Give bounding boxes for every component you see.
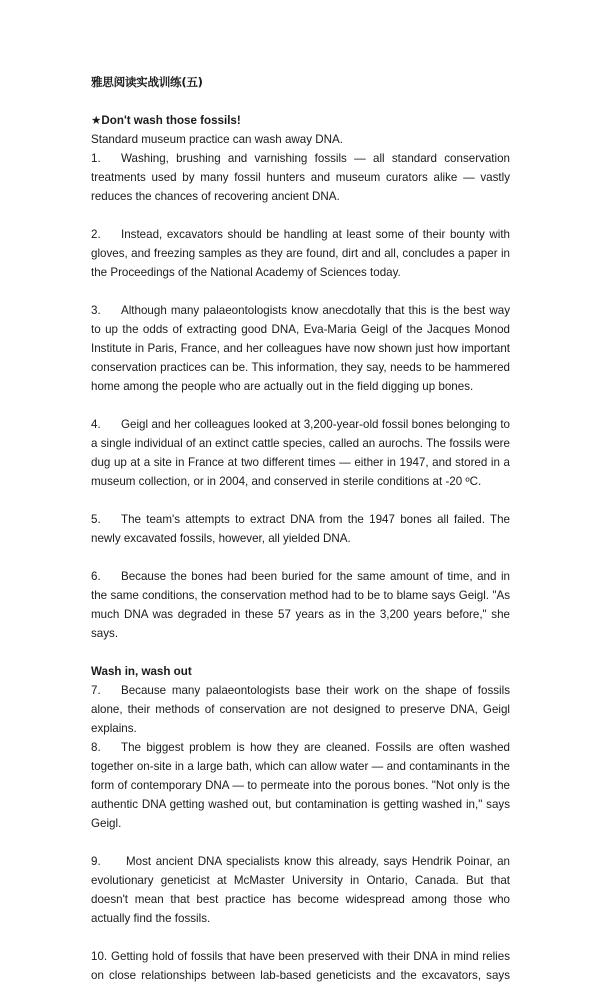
paragraph-9 bbox=[91, 852, 510, 928]
paragraph-number: 5. bbox=[91, 513, 101, 526]
paragraph-text: Because the bones had been buried for the same amount of time, and in the same conditions, the conservation method had to be to blame says Geigl. "As much DNA was degraded in these 57 years as in the 3,200 years before," she says. bbox=[91, 570, 510, 640]
paragraph-1 bbox=[91, 149, 510, 206]
paragraph-7 bbox=[91, 681, 510, 738]
star-icon: ★ bbox=[91, 114, 102, 127]
paragraph-number: 6. bbox=[91, 570, 101, 583]
article-title-text: Don't wash those fossils! bbox=[101, 114, 241, 127]
article-subtitle: Standard museum practice can wash away DNA. bbox=[91, 133, 343, 146]
paragraph-number: 2. bbox=[91, 228, 101, 241]
paragraph-text: Instead, excavators should be handling at least some of their bounty with gloves, and freezing samples as they are found, dirt and all, concludes a paper in the Proceedings of the National Academy of Sciences today. bbox=[91, 228, 510, 279]
article-title bbox=[91, 111, 510, 130]
paragraph-8 bbox=[91, 738, 510, 833]
paragraph-6 bbox=[91, 567, 510, 643]
paragraph-text: Most ancient DNA specialists know this already, says Hendrik Poinar, an evolutionary geneticist at McMaster University in Ontario, Canada. But that doesn't mean that best practice has become widespread among those who actually find the fossils. bbox=[91, 855, 510, 925]
document-page bbox=[91, 73, 510, 985]
paragraph-3 bbox=[91, 301, 510, 396]
paragraph-text: Because many palaeontologists base their work on the shape of fossils alone, their methods of conservation are not designed to preserve DNA, Geigl explains. bbox=[91, 684, 510, 735]
paragraph-number: 3. bbox=[91, 304, 101, 317]
paragraph-10 bbox=[91, 947, 510, 985]
paragraph-number: 1. bbox=[91, 152, 101, 165]
paragraph-4 bbox=[91, 415, 510, 491]
paragraph-text: Although many palaeontologists know anecdotally that this is the best way to up the odds of extracting good DNA, Eva-Maria Geigl of the Jacques Monod Institute in Paris, France, and her colleagues have now shown just how important conservation practices can be. This information, they say, needs to be hammered home among the people who are actually out in the field digging up bones. bbox=[91, 304, 510, 393]
paragraph-number: 7. bbox=[91, 684, 101, 697]
paragraph-2 bbox=[91, 225, 510, 282]
paragraph-number: 8. bbox=[91, 741, 101, 754]
paragraph-number: 10. bbox=[91, 950, 108, 963]
paragraph-text: Geigl and her colleagues looked at 3,200-year-old fossil bones belonging to a single individual of an extinct cattle species, called an aurochs. The fossils were dug up at a site in France at two different times — either in 1947, and stored in a museum collection, or in 2004, and conserved in sterile conditions at -20 ºC. bbox=[91, 418, 510, 488]
document-title: 雅思阅读实战训练(五) bbox=[91, 75, 203, 89]
paragraph-text: The biggest problem is how they are cleaned. Fossils are often washed together on-site in a large bath, which can allow water — and contaminants in the form of contemporary DNA — to permeate into the porous bones. "Not only is the authentic DNA getting washed out, but contamination is getting washed in," says Geigl. bbox=[91, 741, 510, 830]
section-heading: Wash in, wash out bbox=[91, 665, 192, 678]
paragraph-text: Washing, brushing and varnishing fossils — all standard conservation treatments used by many fossil hunters and museum curators alike — vastly reduces the chances of recovering ancient DNA. bbox=[91, 152, 510, 203]
paragraph-text: The team's attempts to extract DNA from the 1947 bones all failed. The newly excavated fossils, however, all yielded DNA. bbox=[91, 513, 510, 545]
paragraph-5 bbox=[91, 510, 510, 548]
paragraph-number: 4. bbox=[91, 418, 101, 431]
paragraph-text: Getting hold of fossils that have been preserved with their DNA in mind relies on close relationships between lab-based geneticists and the excavators, says bbox=[91, 950, 510, 982]
paragraph-number: 9. bbox=[91, 855, 101, 868]
